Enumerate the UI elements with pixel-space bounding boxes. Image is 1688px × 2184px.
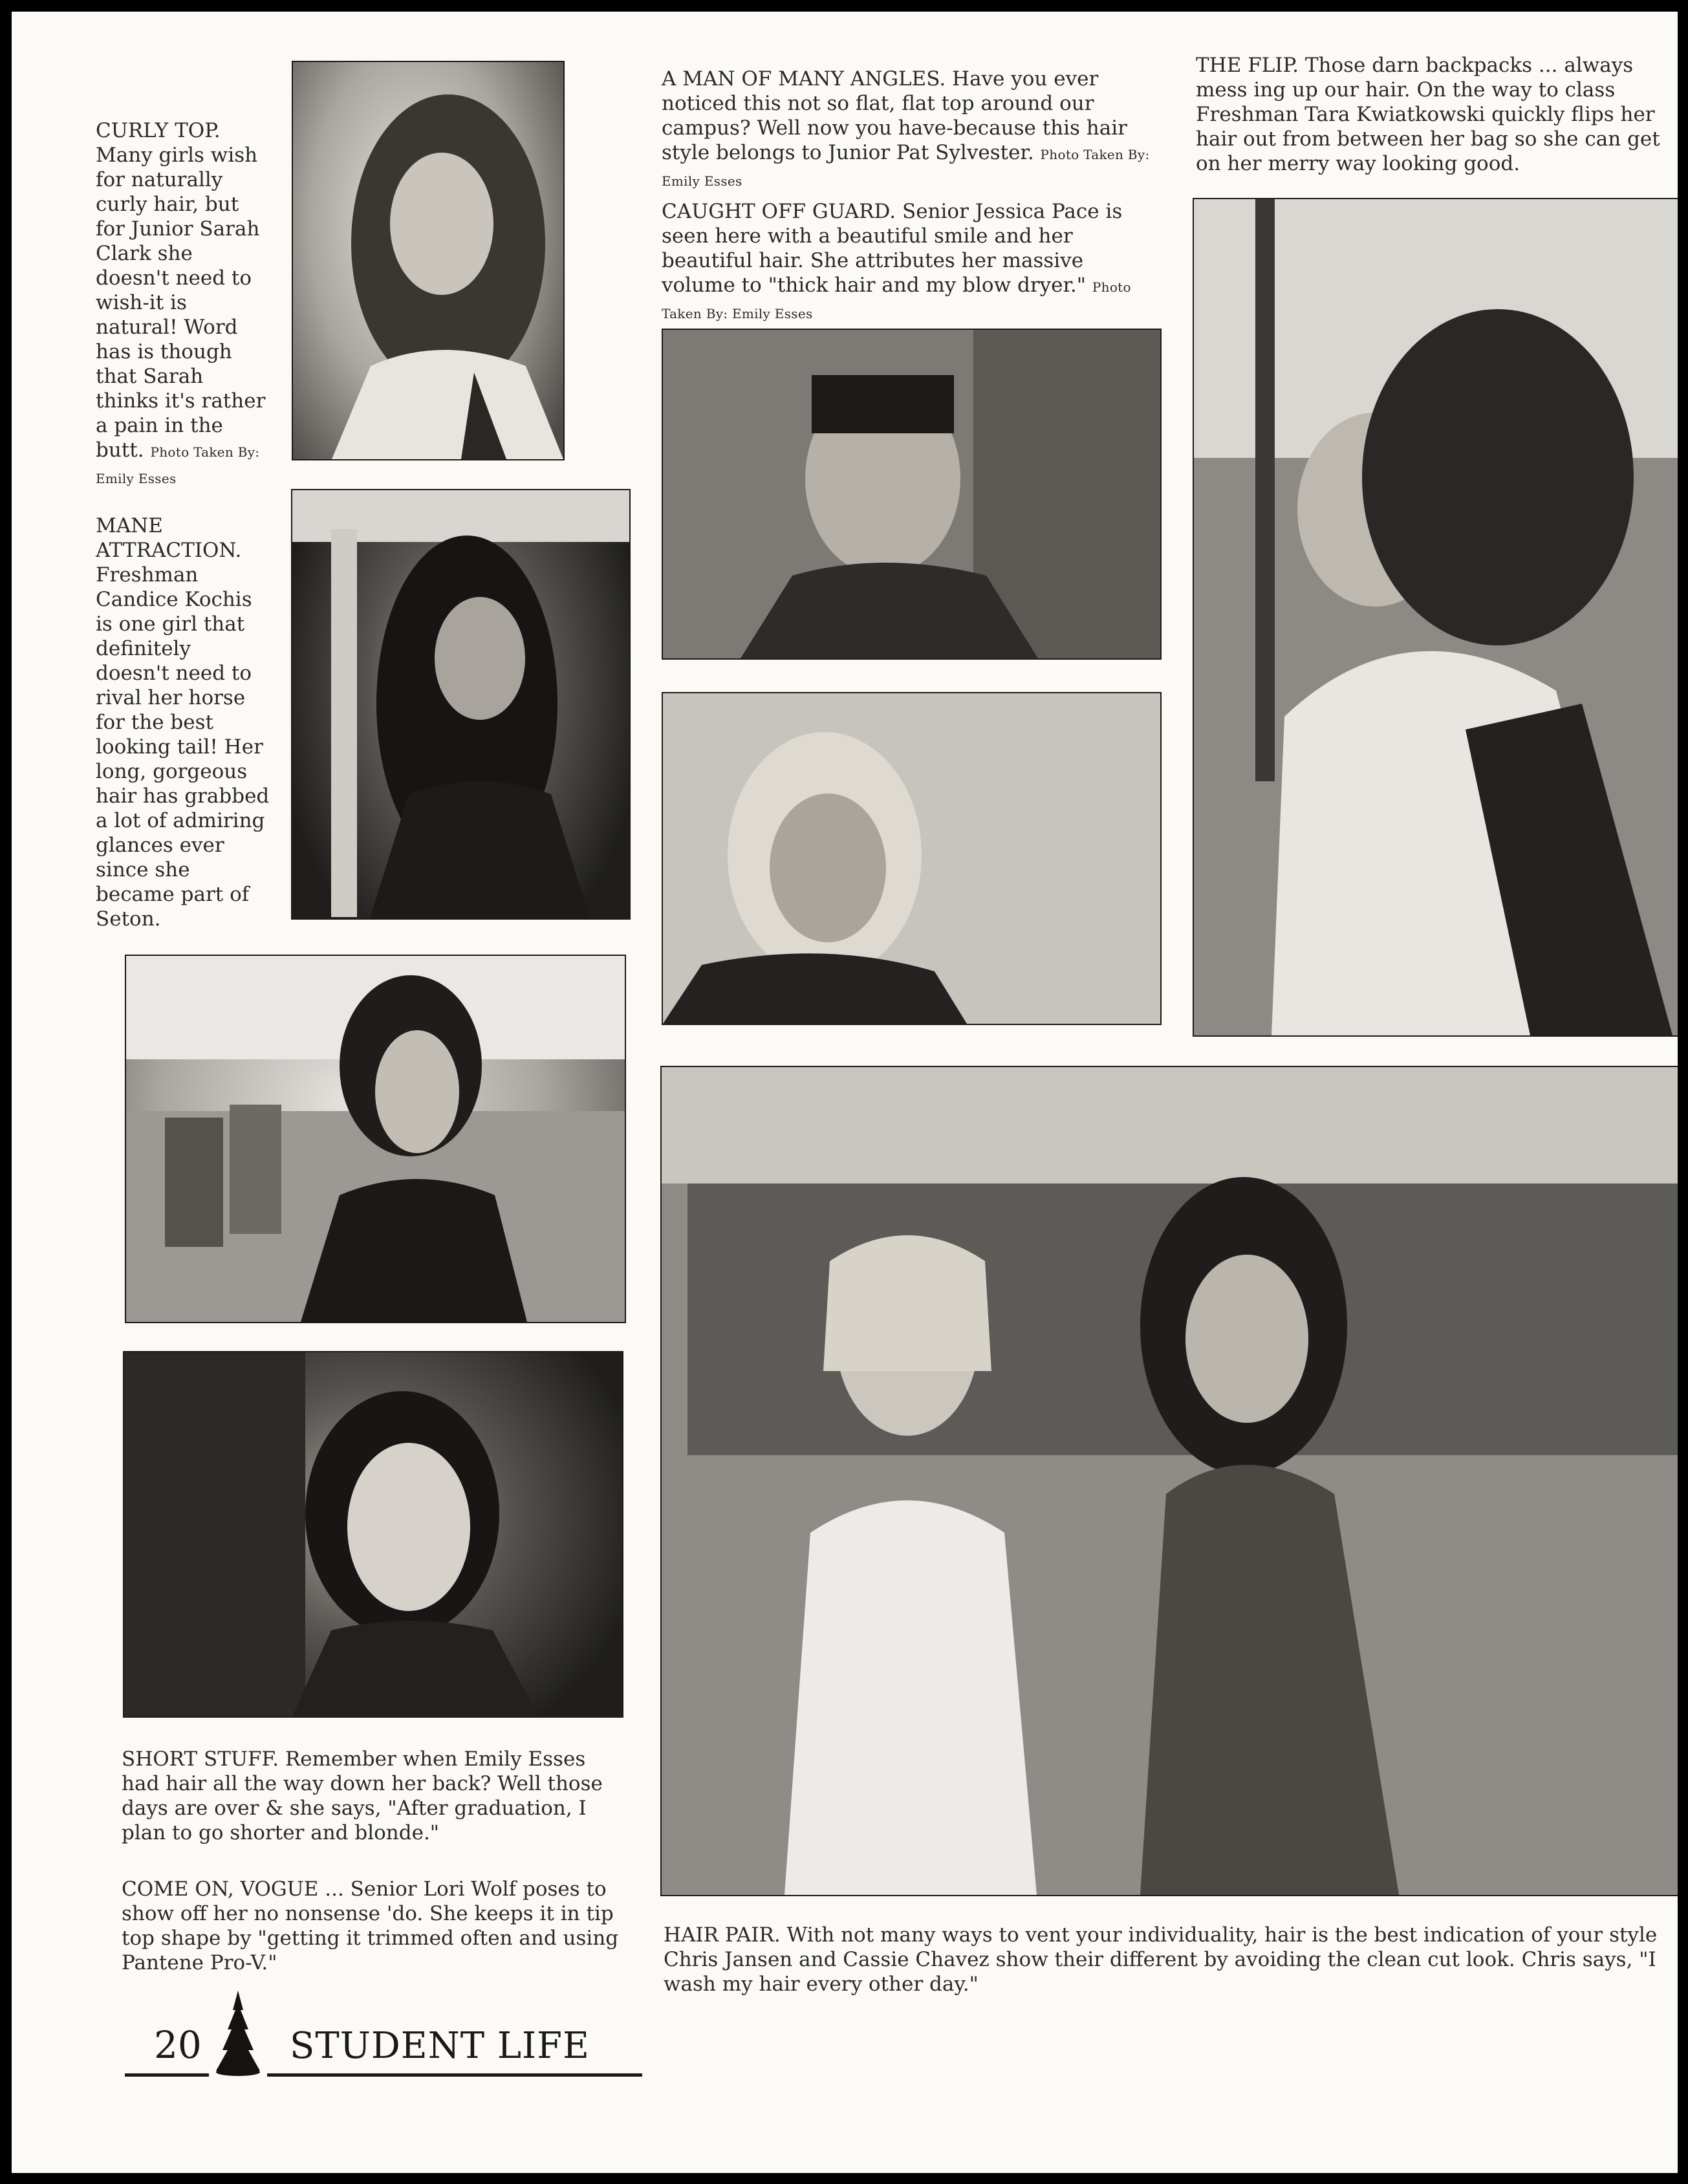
photo-mane-attraction [291,489,631,920]
photo-credit: Photo Taken By: Emily Esses [96,444,260,486]
page-number: 20 [154,2023,202,2067]
photo-courtyard-girl [125,955,626,1323]
photo-man-of-many-angles [662,329,1162,660]
caption-man-of-many-angles: A MAN OF MANY ANGLES. Have you ever noticed this not so flat, flat top around our campus? Well now you have-because this hair style belongs to Junior Pat Sylvester. Photo Taken By: Emily Esses [662,67,1150,189]
section-title: STUDENT LIFE [290,2025,590,2067]
caption-mane-attraction: MANE ATTRACTION. Freshman Candice Kochis is one girl that definitely doesn't need to rival her horse for the best looking tail! Her long, gorgeous hair has grabbed a lot of admiring glances ever since she became part of Seton. [96,514,270,931]
caption-curly-top: CURLY TOP. Many girls wish for naturally curly hair, but for Junior Sarah Clark she doesn't need to wish-it is natural! Word has is though that Sarah thinks it's rather a pain in the butt. Photo Taken By: Emily Esses [96,119,266,486]
footer-rule-right [267,2073,642,2077]
tree-icon [212,1991,264,2076]
caption-the-flip: THE FLIP. Those darn backpacks ... always mess ing up our hair. On the way to class Freshman Tara Kwiatkowski quickly flips her hair out from between her bag so she can get on her merry way looking good. [1196,54,1660,175]
photo-curly-top [292,61,565,460]
photo-credit: Photo Taken By: Emily Esses [662,147,1150,189]
caption-come-on-vogue: COME ON, VOGUE ... Senior Lori Wolf poses to show off her no nonsense 'do. She keeps it in tip top shape by "getting it trimmed often and using Pantene Pro-V." [122,1877,619,1974]
photo-credit: Photo Taken By: Emily Esses [662,279,1131,321]
footer-rule-left [125,2073,209,2077]
photo-the-flip [1193,198,1678,1037]
photo-caught-off-guard [662,692,1162,1025]
caption-hair-pair: HAIR PAIR. With not many ways to vent your individuality, hair is the best indication of your style Chris Jansen and Cassie Chavez show their different by avoiding the clean cut look. Chris says, "I wash my hair every other day." [664,1923,1658,1996]
caption-short-stuff: SHORT STUFF. Remember when Emily Esses had hair all the way down her back? Well those days are over & she says, "After graduation, I plan to go shorter and blonde." [122,1747,603,1844]
photo-hair-pair [660,1066,1678,1896]
photo-short-stuff [123,1351,623,1718]
yearbook-page [12,12,1678,2173]
caption-caught-off-guard: CAUGHT OFF GUARD. Senior Jessica Pace is seen here with a beautiful smile and her beautiful hair. She attributes her massive volume to "thick hair and my blow dryer." Photo Taken By: Emily Esses [662,200,1131,321]
